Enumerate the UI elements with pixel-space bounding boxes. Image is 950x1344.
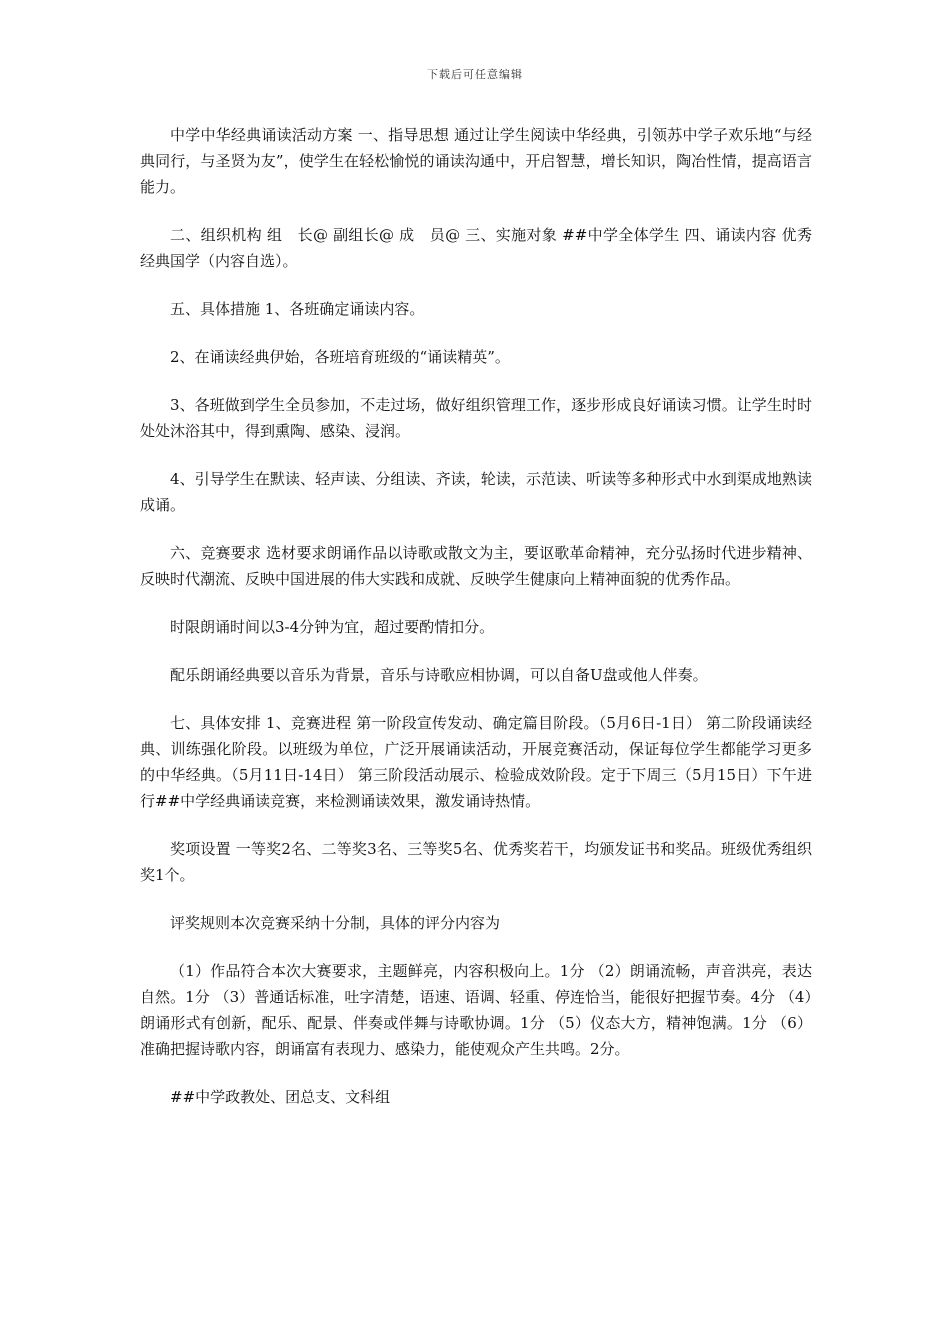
paragraph-awards: 奖项设置 一等奖2名、二等奖3名、三等奖5名、优秀奖若干，均颁发证书和奖品。班级优秀组织奖1个。 bbox=[140, 840, 812, 884]
paragraph-scoring-intro: 评奖规则本次竞赛采纳十分制，具体的评分内容为 bbox=[170, 914, 501, 932]
paragraph-measure-2: 2、在诵读经典伊始，各班培育班级的“诵读精英”。 bbox=[170, 348, 510, 366]
paragraph-measure-3: 3、各班做到学生全员参加，不走过场，做好组织管理工作，逐步形成良好诵读习惯。让学生时时处处沐浴其中，得到熏陶、感染、浸润。 bbox=[140, 396, 812, 440]
document-body bbox=[140, 122, 812, 1132]
paragraph-music: 配乐朗诵经典要以音乐为背景，音乐与诗歌应相协调，可以自备U盘或他人伴奏。 bbox=[170, 666, 708, 684]
page-header: 下载后可任意编辑 bbox=[427, 68, 523, 81]
paragraph-measure-4: 4、引导学生在默读、轻声读、分组读、齐读，轮读，示范读、听读等多种形式中水到渠成地熟读成诵。 bbox=[140, 470, 812, 514]
paragraph-intro: 中学中华经典诵读活动方案 一、指导思想 通过让学生阅读中华经典，引领苏中学子欢乐地“与经典同行，与圣贤为友”，使学生在轻松愉悦的诵读沟通中，开启智慧，增长知识，陶冶性情，提高语言能力。 bbox=[140, 126, 812, 196]
paragraph-organization: 二、组织机构 组 长@ 副组长@ 成 员@ 三、实施对象 ##中学全体学生 四、诵读内容 优秀经典国学（内容自选）。 bbox=[140, 226, 812, 270]
paragraph-scoring-items: （1）作品符合本次大赛要求，主题鲜亮，内容积极向上。1分 （2）朗诵流畅，声音洪亮，表达自然。1分 （3）普通话标准，吐字清楚，语速、语调、轻重、停连恰当，能很好把握节奏。4分 （4）朗诵形式有创新，配乐、配景、伴奏或伴舞与诗歌协调。1分 （5）仪态大方，精神饱满。1分 （6）准确把握诗歌内容，朗诵富有表现力、感染力，能使观众产生共鸣。2分。 bbox=[140, 962, 812, 1058]
paragraph-schedule: 七、具体安排 1、竞赛进程 第一阶段宣传发动、确定篇目阶段。（5月6日-1日） 第二阶段诵读经典、训练强化阶段。以班级为单位，广泛开展诵读活动，开展竞赛活动，保证每位学生都能学习更多的中华经典。（5月11日-14日） 第三阶段活动展示、检验成效阶段。定于下周三（5月15日）下午进行##中学经典诵读竞赛，来检测诵读效果，激发诵诗热情。 bbox=[140, 714, 812, 810]
paragraph-measures: 五、具体措施 1、各班确定诵读内容。 bbox=[170, 300, 425, 318]
paragraph-time-limit: 时限朗诵时间以3-4分钟为宜，超过要酌情扣分。 bbox=[170, 618, 495, 636]
paragraph-signature: ##中学政教处、团总支、文科组 bbox=[170, 1088, 391, 1106]
paragraph-requirements: 六、竞赛要求 选材要求朗诵作品以诗歌或散文为主，要讴歌革命精神，充分弘扬时代进步精神、反映时代潮流、反映中国进展的伟大实践和成就、反映学生健康向上精神面貌的优秀作品。 bbox=[140, 544, 812, 588]
